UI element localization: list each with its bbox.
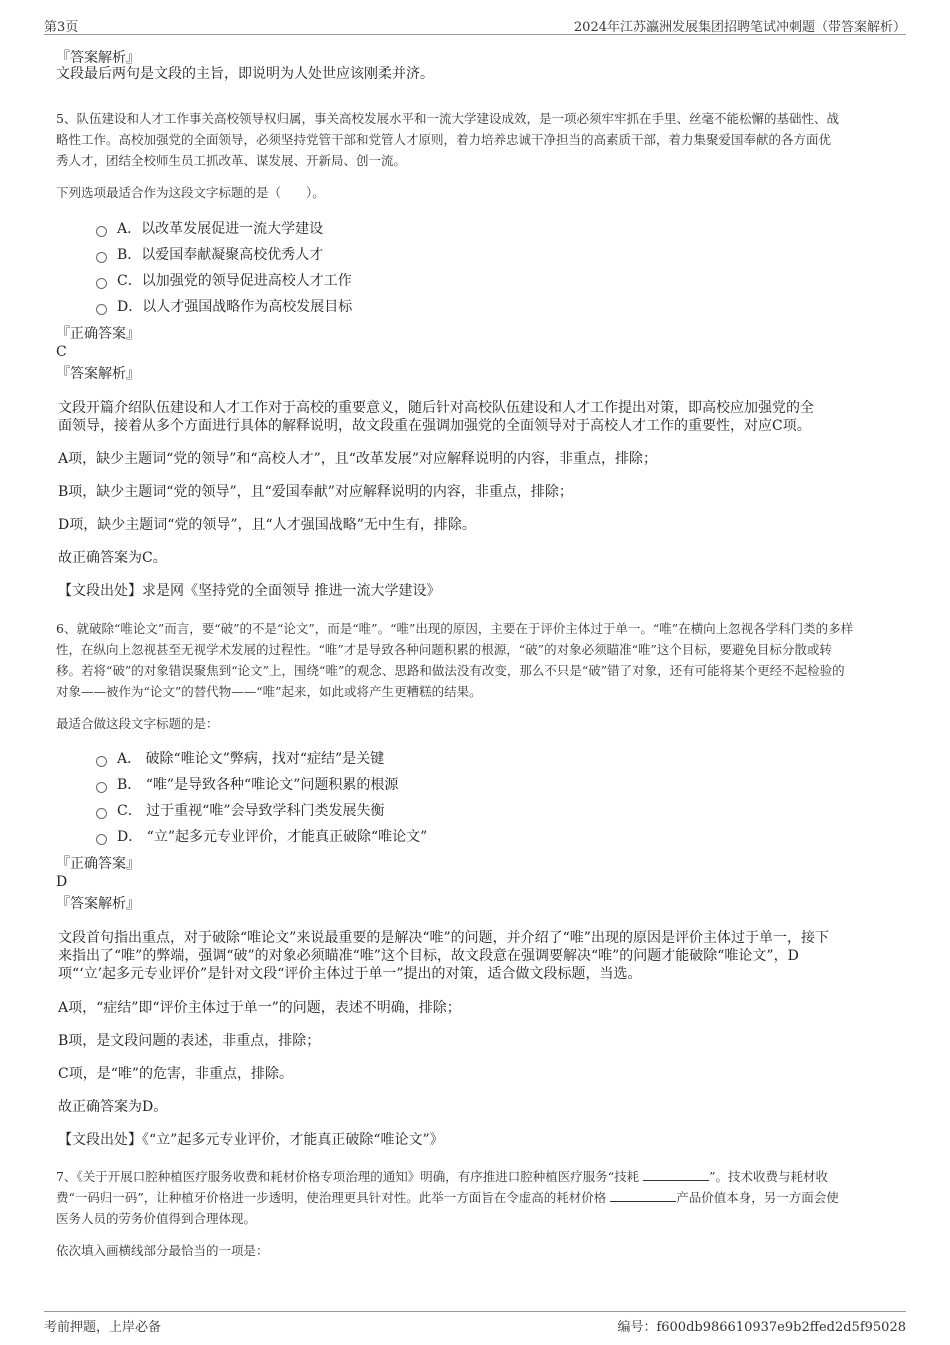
q6-source: 【文段出处】《“立”起多元专业评价，才能真正破除“唯论文”》 (58, 1132, 444, 1148)
q5-question: 下列选项最适合作为这段文字标题的是（ ）。 (56, 185, 325, 200)
q6-option-d[interactable] (96, 826, 427, 846)
q7-text: 7、《关于开展口腔种植医疗服务收费和耗材价格专项治理的通知》明确，有序推进口腔种植医疗服务“技耗 (56, 1169, 644, 1184)
q5-stem-line-1: 5、队伍建设和人才工作事关高校领导权归属，事关高校发展水平和一流大学建设成效，是一项必须牢牢抓在手里、丝毫不能松懈的基础性、战 (56, 111, 839, 126)
q5-option-a[interactable] (96, 218, 323, 238)
q7-text: 产品价值本身，另一方面会使 (676, 1190, 839, 1205)
q5-explain-b: B项，缺少主题词“党的领导”，且“爱国奉献”对应解释说明的内容，非重点，排除； (58, 484, 573, 500)
option-label: A． 破除“唯论文”弊病，找对“症结”是关键 (117, 751, 385, 767)
q7-stem-line-1 (56, 1166, 894, 1187)
q7-stem-line-3: 医务人员的劳务价值得到合理体现。 (56, 1211, 257, 1226)
q6-answer-label: 『正确答案』 (56, 856, 140, 872)
document-id: 编号：f600db986610937e9b2ffed2d5f95028 (617, 1320, 906, 1335)
fill-blank-2[interactable] (610, 1189, 676, 1202)
q5-explain-d: D项，缺少主题词“党的领导”，且“人才强国战略”无中生有，排除。 (58, 517, 476, 533)
footer-slogan: 考前押题，上岸必备 (44, 1320, 162, 1335)
option-label: A．以改革发展促进一流大学建设 (117, 221, 324, 237)
q5-stem-line-3: 秀人才，团结全校师生员工抓改革、谋发展、开新局、创一流。 (56, 153, 407, 168)
page-footer (44, 1311, 906, 1336)
radio-icon[interactable] (96, 834, 107, 845)
page-header (44, 14, 906, 35)
q7-stem-line-2 (56, 1187, 894, 1208)
q5-answer: C (56, 344, 67, 360)
q6-stem-line-2: 性，在纵向上忽视甚至无视学术发展的过程性。“唯”才是导致各种问题积累的根源，“破”的对象必须瞄准“唯”这个目标，要避免目标分散或转 (56, 642, 832, 657)
page-number: 第3页 (44, 20, 79, 35)
q5-option-b[interactable] (96, 244, 323, 264)
radio-icon[interactable] (96, 278, 107, 289)
q5-option-c[interactable] (96, 270, 352, 290)
q5-analysis-label: 『答案解析』 (56, 366, 140, 382)
q6-stem-line-4: 对象——被作为“论文”的替代物——“唯”起来，如此或将产生更糟糕的结果。 (56, 684, 482, 699)
option-label: D． “立”起多元专业评价，才能真正破除“唯论文” (117, 829, 428, 845)
q6-option-b[interactable] (96, 774, 398, 794)
q4-analysis-label: 『答案解析』 (56, 50, 140, 66)
q6-answer: D (56, 874, 68, 890)
radio-icon[interactable] (96, 252, 107, 263)
document-title: 2024年江苏瀛洲发展集团招聘笔试冲刺题（带答案解析） (573, 20, 906, 35)
q6-stem-line-3: 移。若将“破”的对象错误聚焦到“论文”上，围绕“唯”的观念、思路和做法没有改变，那么不只是“破”错了对象，还有可能将某个更经不起检验的 (56, 663, 845, 678)
q6-stem-line-1: 6、就破除“唯论文”而言，要“破”的不是“论文”，而是“唯”。“唯”出现的原因，主要在于评价主体过于单一。“唯”在横向上忽视各学科门类的多样 (56, 621, 854, 636)
radio-icon[interactable] (96, 756, 107, 767)
option-label: D．以人才强国战略作为高校发展目标 (117, 299, 353, 315)
q5-explain-a: A项，缺少主题词“党的领导”和“高校人才”，且“改革发展”对应解释说明的内容，非重点，排除； (58, 451, 658, 467)
q6-option-c[interactable] (96, 800, 384, 820)
q5-source: 【文段出处】求是网《坚持党的全面领导 推进一流大学建设》 (58, 583, 441, 599)
option-label: B．以爱国奉献凝聚高校优秀人才 (117, 247, 324, 263)
radio-icon[interactable] (96, 782, 107, 793)
q5-final-answer: 故正确答案为C。 (58, 550, 167, 566)
q7-question: 依次填入画横线部分最恰当的一项是： (56, 1243, 269, 1258)
q5-analysis-line-1: 文段开篇介绍队伍建设和人才工作对于高校的重要意义，随后针对高校队伍建设和人才工作提出对策，即高校应加强党的全 (58, 400, 814, 416)
q6-explain-b: B项，是文段问题的表述，非重点，排除； (58, 1033, 321, 1049)
q6-analysis-label: 『答案解析』 (56, 896, 140, 912)
option-label: C．以加强党的领导促进高校人才工作 (117, 273, 352, 289)
radio-icon[interactable] (96, 304, 107, 315)
q5-stem-line-2: 略性工作。高校加强党的全面领导，必须坚持党管干部和党管人才原则，着力培养忠诚干净担当的高素质干部，着力集聚爱国奉献的各方面优 (56, 132, 832, 147)
q4-analysis: 文段最后两句是文段的主旨，即说明为人处世应该刚柔并济。 (56, 66, 434, 82)
q5-answer-label: 『正确答案』 (56, 326, 140, 342)
q7-text: ”。技术收费与耗材收 (709, 1169, 828, 1184)
q5-analysis-line-2: 面领导，接着从多个方面进行具体的解释说明，故文段重在强调加强党的全面领导对于高校人才工作的重要性，对应C项。 (58, 418, 811, 434)
q6-question: 最适合做这段文字标题的是： (56, 716, 219, 731)
option-label: B． “唯”是导致各种“唯论文”问题积累的根源 (117, 777, 399, 793)
q6-analysis-line-2: 来指出了“唯”的弊端，强调“破”的对象必须瞄准“唯”这个目标，故文段意在强调要解决“唯”的问题才能破除“唯论文”，D (58, 948, 799, 964)
radio-icon[interactable] (96, 808, 107, 819)
q6-analysis-line-1: 文段首句指出重点，对于破除“唯论文”来说最重要的是解决“唯”的问题，并介绍了“唯”出现的原因是评价主体过于单一，接下 (58, 930, 829, 946)
q7-text: 费“一码归一码”，让种植牙价格进一步透明，使治理更具针对性。此举一方面旨在令虚高的耗材价格 (56, 1190, 611, 1205)
option-label: C． 过于重视“唯”会导致学科门类发展失衡 (117, 803, 385, 819)
q5-option-d[interactable] (96, 296, 352, 316)
q6-explain-a: A项，“症结”即“评价主体过于单一”的问题，表述不明确，排除； (58, 1000, 461, 1016)
q6-option-a[interactable] (96, 748, 384, 768)
fill-blank-1[interactable] (643, 1168, 709, 1181)
q6-explain-c: C项，是“唯”的危害，非重点，排除。 (58, 1066, 294, 1082)
q6-final-answer: 故正确答案为D。 (58, 1099, 168, 1115)
radio-icon[interactable] (96, 226, 107, 237)
q6-analysis-line-3: 项“‘立’起多元专业评价”是针对文段“评价主体过于单一”提出的对策，适合做文段标题，当选。 (58, 966, 642, 982)
